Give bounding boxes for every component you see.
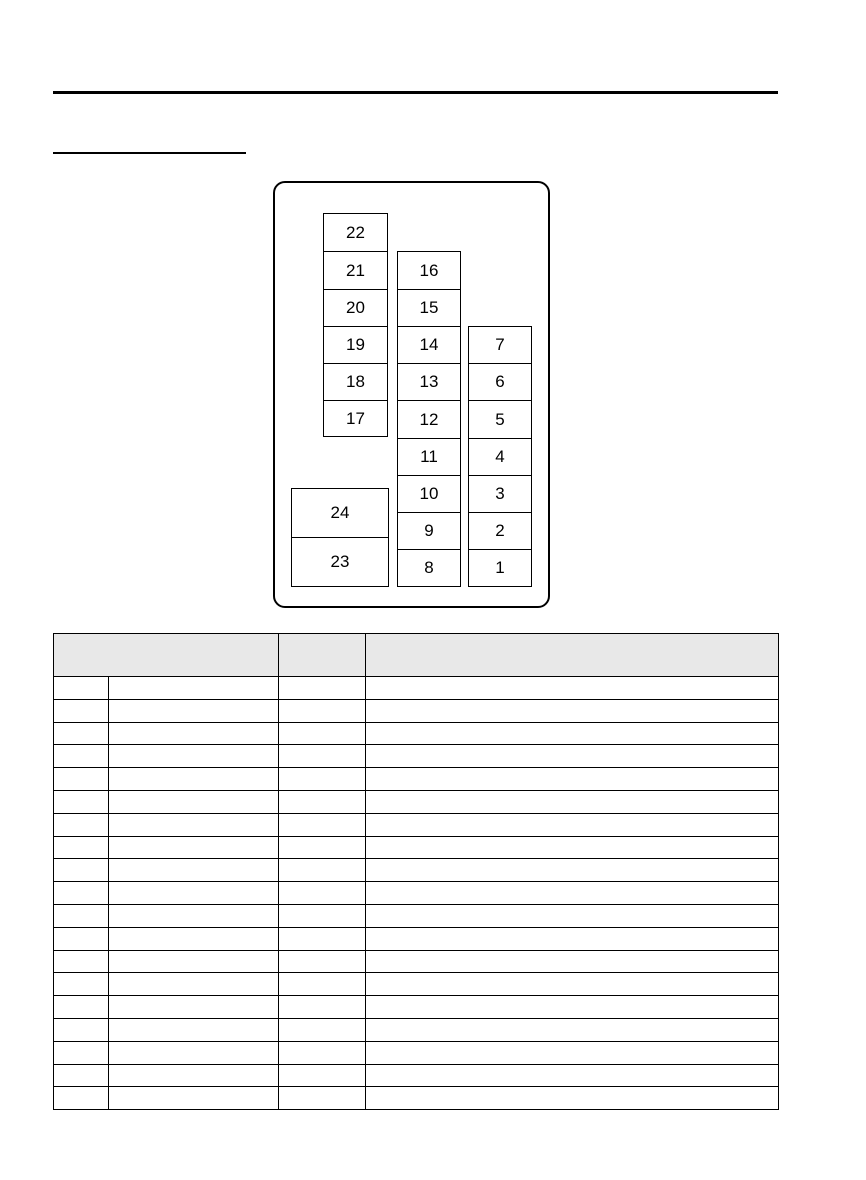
table-row bbox=[54, 859, 779, 882]
table-row bbox=[54, 1087, 779, 1110]
fuse-4: 4 bbox=[468, 438, 532, 476]
fuse-23: 23 bbox=[291, 537, 389, 587]
fuse-3: 3 bbox=[468, 475, 532, 513]
table-row bbox=[54, 904, 779, 927]
fuse-box-diagram bbox=[273, 181, 550, 608]
table-row bbox=[54, 677, 779, 700]
fuse-24: 24 bbox=[291, 488, 389, 538]
table-row bbox=[54, 768, 779, 791]
table-row bbox=[54, 973, 779, 996]
fuse-8: 8 bbox=[397, 549, 461, 587]
table-row bbox=[54, 950, 779, 973]
table-header-fuse bbox=[54, 634, 279, 677]
fuse-1: 1 bbox=[468, 549, 532, 587]
table-row bbox=[54, 699, 779, 722]
fuse-21: 21 bbox=[323, 251, 388, 290]
table-header-row bbox=[54, 634, 779, 677]
table-row bbox=[54, 1041, 779, 1064]
fuse-table bbox=[53, 633, 779, 1110]
fuse-14: 14 bbox=[397, 326, 461, 364]
fuse-9: 9 bbox=[397, 512, 461, 550]
fuse-19: 19 bbox=[323, 326, 388, 364]
table-row bbox=[54, 927, 779, 950]
fuse-17: 17 bbox=[323, 400, 388, 437]
table-row bbox=[54, 790, 779, 813]
table-row bbox=[54, 882, 779, 905]
table-row bbox=[54, 1018, 779, 1041]
table-row bbox=[54, 722, 779, 745]
fuse-15: 15 bbox=[397, 289, 461, 327]
fuse-13: 13 bbox=[397, 363, 461, 401]
table-row bbox=[54, 836, 779, 859]
header-rule bbox=[53, 91, 778, 94]
fuse-18: 18 bbox=[323, 363, 388, 401]
fuse-2: 2 bbox=[468, 512, 532, 550]
fuse-6: 6 bbox=[468, 363, 532, 401]
table-row bbox=[54, 745, 779, 768]
section-title-underline bbox=[53, 152, 246, 154]
table-header-rating bbox=[279, 634, 366, 677]
fuse-5: 5 bbox=[468, 400, 532, 439]
table-row bbox=[54, 1064, 779, 1087]
fuse-12: 12 bbox=[397, 400, 461, 439]
table-row bbox=[54, 996, 779, 1019]
table-header-circuit bbox=[366, 634, 779, 677]
table-row bbox=[54, 813, 779, 836]
fuse-7: 7 bbox=[468, 326, 532, 364]
fuse-20: 20 bbox=[323, 289, 388, 327]
fuse-10: 10 bbox=[397, 475, 461, 513]
fuse-22: 22 bbox=[323, 213, 388, 252]
fuse-11: 11 bbox=[397, 438, 461, 476]
fuse-16: 16 bbox=[397, 251, 461, 290]
